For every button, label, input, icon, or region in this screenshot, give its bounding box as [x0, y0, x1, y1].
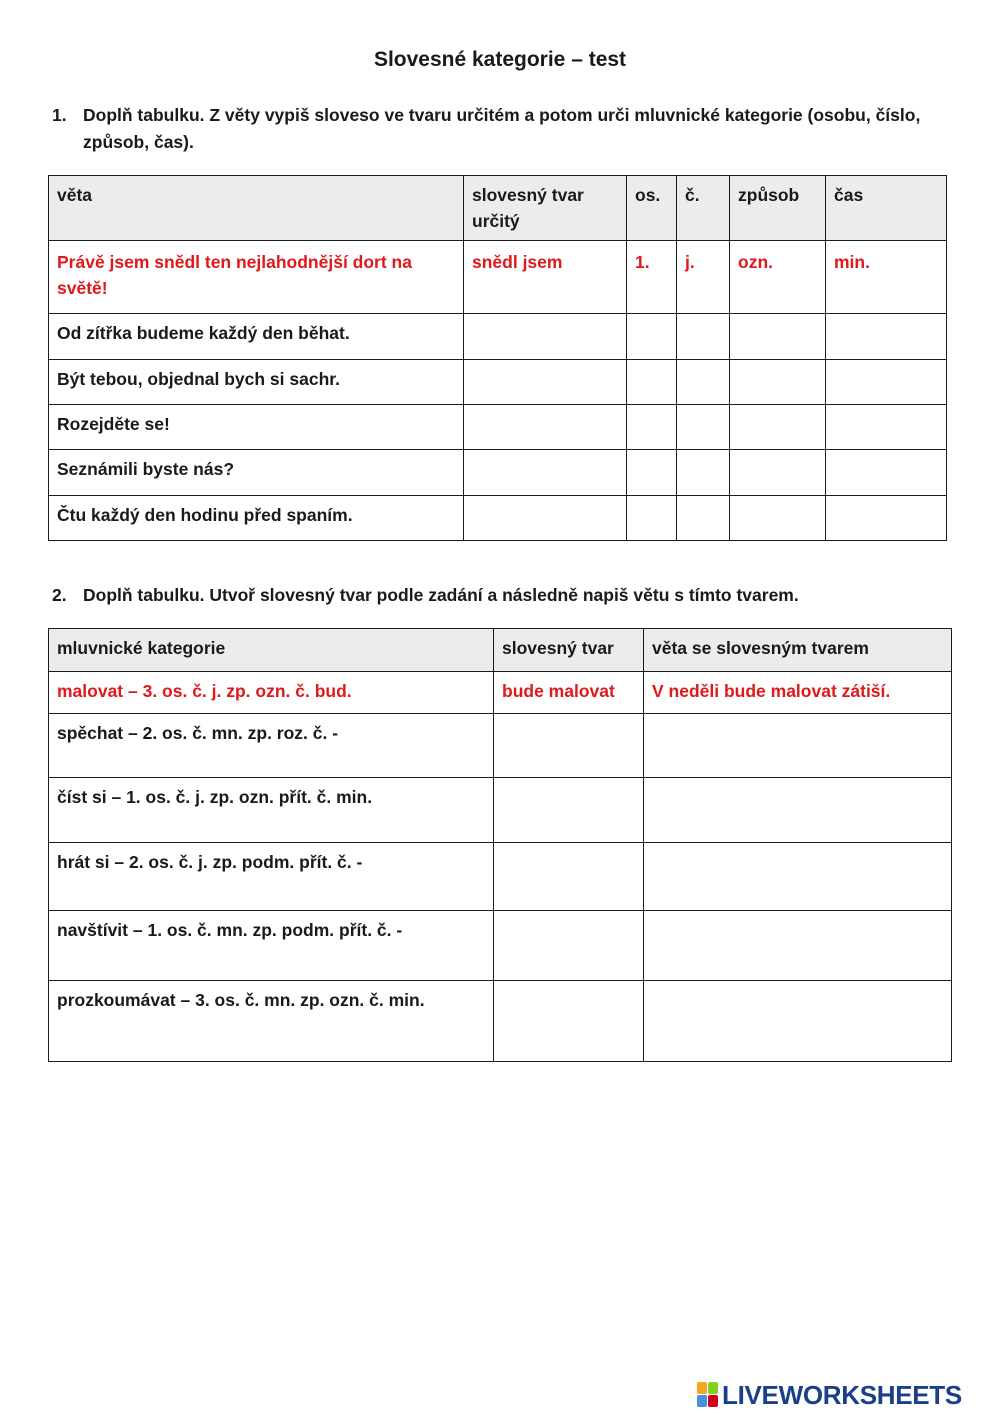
answer-sentence[interactable]	[644, 981, 952, 1062]
table-row	[49, 360, 947, 405]
answer-mood[interactable]	[730, 450, 826, 496]
table-header-row	[49, 176, 947, 241]
answer-mood[interactable]	[730, 360, 826, 405]
answer-number[interactable]	[677, 360, 730, 405]
answer-number[interactable]	[677, 314, 730, 360]
table-row	[49, 981, 952, 1062]
header-cislo: č.	[677, 176, 730, 241]
categories-cell: spěchat – 2. os. č. mn. zp. roz. č. -	[49, 714, 494, 778]
liveworksheets-logo	[697, 1380, 962, 1410]
answer-verb-form[interactable]	[464, 314, 627, 360]
answer-sentence[interactable]	[644, 911, 952, 981]
categories-cell: číst si – 1. os. č. j. zp. ozn. přít. č. min.	[49, 778, 494, 843]
table-row	[49, 314, 947, 360]
header-cas: čas	[826, 176, 947, 241]
page-title: Slovesné kategorie – test	[373, 48, 627, 71]
task-number: 2.	[52, 585, 67, 605]
example-row	[49, 672, 952, 714]
table-row	[49, 911, 952, 981]
answer-sentence[interactable]	[644, 778, 952, 843]
answer-verb-form[interactable]	[494, 778, 644, 843]
example-verb-form: snědl jsem	[464, 241, 627, 314]
categories-cell: hrát si – 2. os. č. j. zp. podm. přít. č. -	[49, 843, 494, 911]
task-text: Doplň tabulku. Utvoř slovesný tvar podle zadání a následně napiš větu s tímto tvarem.	[83, 585, 799, 605]
answer-tense[interactable]	[826, 314, 947, 360]
table-row	[49, 450, 947, 496]
answer-verb-form[interactable]	[464, 496, 627, 541]
answer-person[interactable]	[627, 496, 677, 541]
categories-cell: prozkoumávat – 3. os. č. mn. zp. ozn. č. min.	[49, 981, 494, 1062]
table-header-row	[49, 629, 952, 672]
header-zpusob: způsob	[730, 176, 826, 241]
example-person: 1.	[627, 241, 677, 314]
answer-mood[interactable]	[730, 314, 826, 360]
table-row	[49, 405, 947, 450]
table-row	[49, 778, 952, 843]
answer-verb-form[interactable]	[494, 714, 644, 778]
answer-mood[interactable]	[730, 405, 826, 450]
answer-mood[interactable]	[730, 496, 826, 541]
sentence-cell: Čtu každý den hodinu před spaním.	[49, 496, 464, 541]
answer-number[interactable]	[677, 405, 730, 450]
header-osoba: os.	[627, 176, 677, 241]
example-categories: malovat – 3. os. č. j. zp. ozn. č. bud.	[49, 672, 494, 714]
task-text: Doplň tabulku. Z věty vypiš sloveso ve tvaru určitém a potom urči mluvnické kategorie (osobu, číslo, způsob, čas).	[83, 105, 921, 152]
table-row	[49, 496, 947, 541]
answer-person[interactable]	[627, 314, 677, 360]
answer-tense[interactable]	[826, 405, 947, 450]
task-1-instruction	[52, 102, 952, 156]
table-row	[49, 714, 952, 778]
answer-verb-form[interactable]	[494, 843, 644, 911]
example-number: j.	[677, 241, 730, 314]
task-1-table	[48, 175, 947, 541]
answer-verb-form[interactable]	[464, 450, 627, 496]
task-2-table	[48, 628, 952, 1062]
answer-sentence[interactable]	[644, 843, 952, 911]
answer-verb-form[interactable]	[494, 911, 644, 981]
logo-text: LIVEWORKSHEETS	[722, 1379, 962, 1410]
answer-sentence[interactable]	[644, 714, 952, 778]
header-veta-se-tvarem: věta se slovesným tvarem	[644, 629, 952, 672]
example-row	[49, 241, 947, 314]
answer-number[interactable]	[677, 450, 730, 496]
table-row	[49, 843, 952, 911]
answer-tense[interactable]	[826, 360, 947, 405]
sentence-cell: Od zítřka budeme každý den běhat.	[49, 314, 464, 360]
sentence-cell: Seznámili byste nás?	[49, 450, 464, 496]
answer-number[interactable]	[677, 496, 730, 541]
answer-person[interactable]	[627, 405, 677, 450]
answer-person[interactable]	[627, 450, 677, 496]
header-veta: věta	[49, 176, 464, 241]
answer-person[interactable]	[627, 360, 677, 405]
answer-verb-form[interactable]	[464, 360, 627, 405]
answer-verb-form[interactable]	[464, 405, 627, 450]
liveworksheets-logo-icon	[697, 1382, 719, 1408]
task-2-instruction	[52, 582, 952, 609]
example-sentence: V neděli bude malovat zátiší.	[644, 672, 952, 714]
answer-verb-form[interactable]	[494, 981, 644, 1062]
header-mluvnicke-kategorie: mluvnické kategorie	[49, 629, 494, 672]
header-slovesny-tvar: slovesný tvar určitý	[464, 176, 627, 241]
sentence-cell: Rozejděte se!	[49, 405, 464, 450]
header-slovesny-tvar: slovesný tvar	[494, 629, 644, 672]
answer-tense[interactable]	[826, 496, 947, 541]
example-mood: ozn.	[730, 241, 826, 314]
task-number: 1.	[52, 105, 67, 125]
example-tense: min.	[826, 241, 947, 314]
categories-cell: navštívit – 1. os. č. mn. zp. podm. přít. č. -	[49, 911, 494, 981]
example-verb-form: bude malovat	[494, 672, 644, 714]
sentence-cell: Být tebou, objednal bych si sachr.	[49, 360, 464, 405]
example-sentence: Právě jsem snědl ten nejlahodnější dort na světě!	[49, 241, 464, 314]
answer-tense[interactable]	[826, 450, 947, 496]
